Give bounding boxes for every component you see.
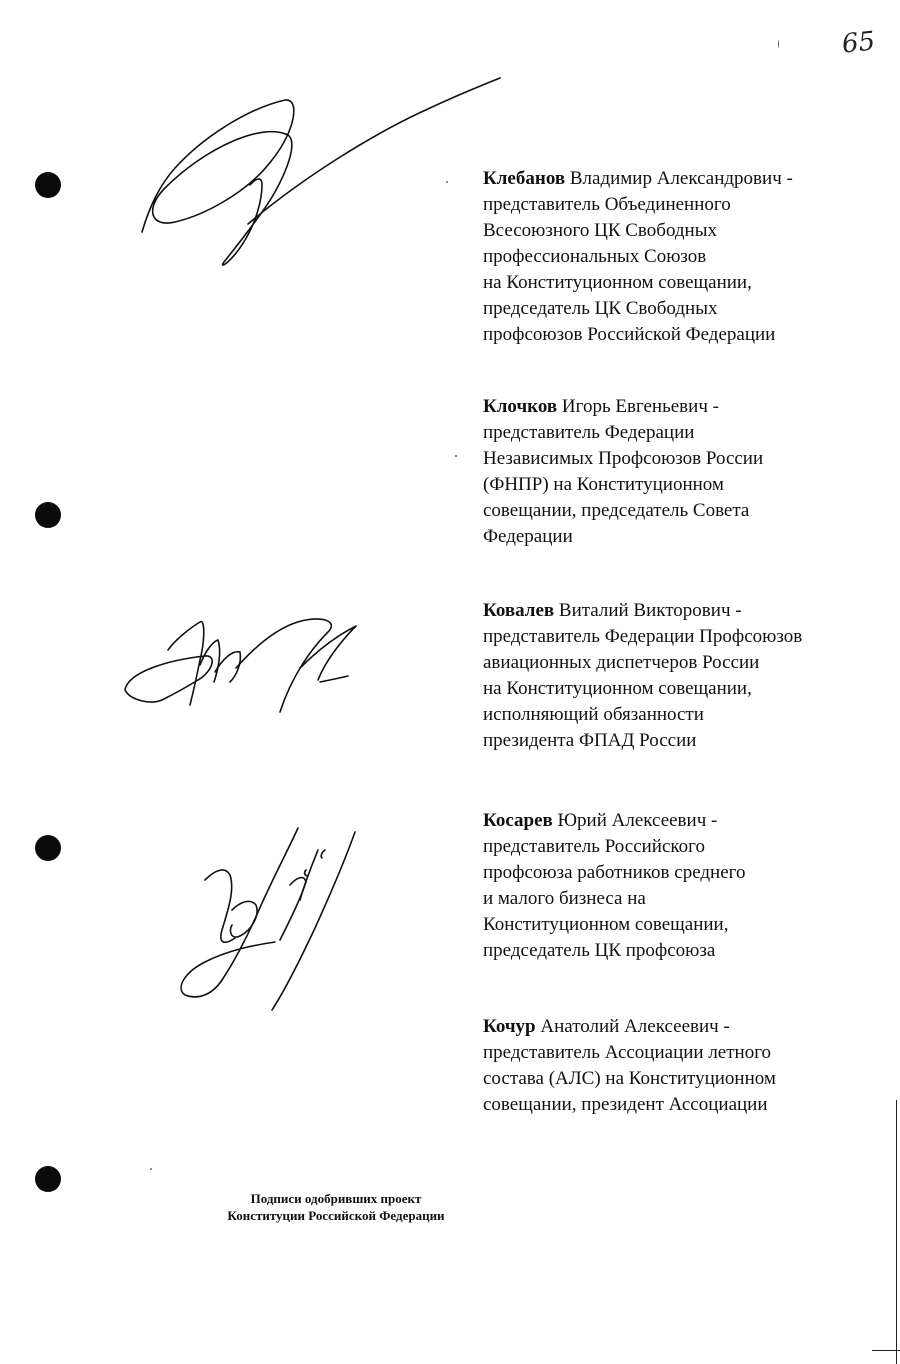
entry-text: исполняющий обязанности: [483, 704, 704, 725]
signatory-entry-klochkov: [483, 394, 888, 550]
scan-speck: [455, 455, 457, 457]
document-footer: [186, 1190, 486, 1224]
entry-text: Федерации: [483, 526, 573, 547]
entry-text: авиационных диспетчеров России: [483, 652, 760, 673]
entry-text: председатель ЦК профсоюза: [483, 940, 716, 961]
entry-text: (ФНПР) на Конституционном: [483, 474, 724, 495]
entry-text: представитель Федерации: [483, 422, 695, 443]
entry-first-line: [483, 1014, 888, 1040]
entry-text: представитель Ассоциации летного: [483, 1042, 772, 1063]
page-number: 65: [840, 26, 877, 60]
entry-text: профессиональных Союзов: [483, 246, 707, 267]
entry-text: состава (АЛС) на Конституционном: [483, 1068, 776, 1089]
signatory-lastname: Клочков: [483, 396, 558, 417]
signatory-lastname: Кочур: [483, 1016, 536, 1037]
entry-text: Виталий Викторович -: [554, 600, 742, 621]
signatory-lastname: Косарев: [483, 810, 553, 831]
entry-text: совещании, президент Ассоциации: [483, 1094, 768, 1115]
entry-text: Анатолий Алексеевич -: [535, 1016, 730, 1037]
entry-text: представитель Российского: [483, 836, 705, 857]
entry-first-line: [483, 808, 888, 834]
entry-text: на Конституционном совещании,: [483, 678, 752, 699]
signatory-entry-kovalev: [483, 598, 888, 754]
signature-kovalev: [125, 619, 356, 712]
entry-text: Конституционном совещании,: [483, 914, 729, 935]
signatory-entry-kochur: [483, 1014, 888, 1118]
entry-first-line: [483, 166, 888, 192]
entry-text: профсоюза работников среднего: [483, 862, 746, 883]
entry-text: представитель Федерации Профсоюзов: [483, 626, 803, 647]
scan-speck: [778, 40, 779, 48]
signatory-lastname: Клебанов: [483, 168, 566, 189]
signatory-entry-kosarev: [483, 808, 888, 964]
entry-text: совещании, председатель Совета: [483, 500, 750, 521]
entry-text: Всесоюзного ЦК Свободных: [483, 220, 717, 241]
footer-line: Подписи одобривших проект: [250, 1191, 422, 1206]
entry-text: Владимир Александрович -: [565, 168, 793, 189]
entry-text: Игорь Евгеньевич -: [557, 396, 719, 417]
entry-text: на Конституционном совещании,: [483, 272, 752, 293]
footer-line: Конституции Российской Федерации: [227, 1208, 445, 1223]
scan-edge-mark: [896, 1100, 897, 1364]
entry-text: профсоюзов Российской Федерации: [483, 324, 776, 345]
entry-text: представитель Объединенного: [483, 194, 731, 215]
entry-first-line: [483, 598, 888, 624]
entry-text: Юрий Алексеевич -: [552, 810, 718, 831]
entry-text: Независимых Профсоюзов России: [483, 448, 764, 469]
entry-first-line: [483, 394, 888, 420]
signature-kosarev: [181, 828, 355, 1010]
signatory-lastname: Ковалев: [483, 600, 555, 621]
signature-klebanov: [142, 78, 500, 265]
entry-text: председатель ЦК Свободных: [483, 298, 718, 319]
signatory-entry-klebanov: [483, 166, 888, 348]
scan-speck: [446, 181, 448, 183]
entry-text: и малого бизнеса на: [483, 888, 646, 909]
scan-speck: [150, 1168, 152, 1170]
entry-text: президента ФПАД России: [483, 730, 697, 751]
